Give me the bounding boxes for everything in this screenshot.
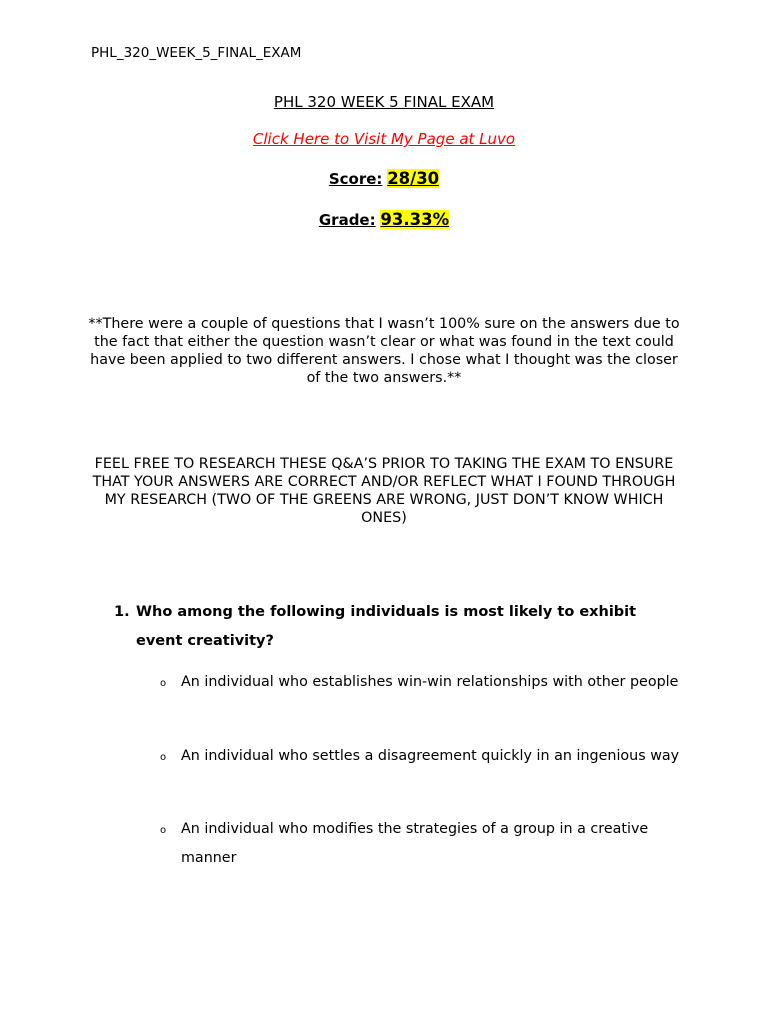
answer-option-text: An individual who establishes win-win relationships with other people [181,674,679,690]
answer-option-3 [160,815,680,873]
answer-option-2 [160,742,680,771]
research-disclaimer: FEEL FREE TO RESEARCH THESE Q&A’S PRIOR TO TAKING THE EXAM TO ENSURE THAT YOUR ANSWERS ARE CORRECT AND/OR REFLECT WHAT I FOUND THROUGH MY RESEARCH (TWO OF THE GREENS ARE WRONG, JUST DON’T KNOW WHICH ONES) [92,456,676,526]
score-line [0,169,768,188]
answer-option-text: An individual who settles a disagreement quickly in an ingenious way [181,748,680,764]
score-label: Score: [328,170,383,188]
score-value: 28/30 [387,169,440,188]
bullet-icon: o [160,678,167,689]
bullet-icon: o [160,752,167,763]
question-1 [114,598,674,655]
document-header: PHL_320_WEEK_5_FINAL_EXAM [91,45,302,61]
grade-label: Grade: [318,211,376,229]
author-note: **There were a couple of questions that I wasn’t 100% sure on the answers due to the fact that either the question wasn’t clear or what was found in the text could have been applied to two different answers. I chose what I thought was the closer of the two answers.** [88,316,680,386]
question-number: 1. [114,604,130,620]
grade-line [0,210,768,229]
answer-option-1 [160,668,680,697]
grade-value: 93.33% [380,210,450,229]
page-title: PHL 320 WEEK 5 FINAL EXAM [273,93,495,111]
answer-option-text: An individual who modifies the strategies of a group in a creative manner [181,821,649,866]
bullet-icon: o [160,825,167,836]
question-text: Who among the following individuals is most likely to exhibit event creativity? [136,604,637,649]
luvo-page-link[interactable]: Click Here to Visit My Page at Luvo [252,130,516,148]
